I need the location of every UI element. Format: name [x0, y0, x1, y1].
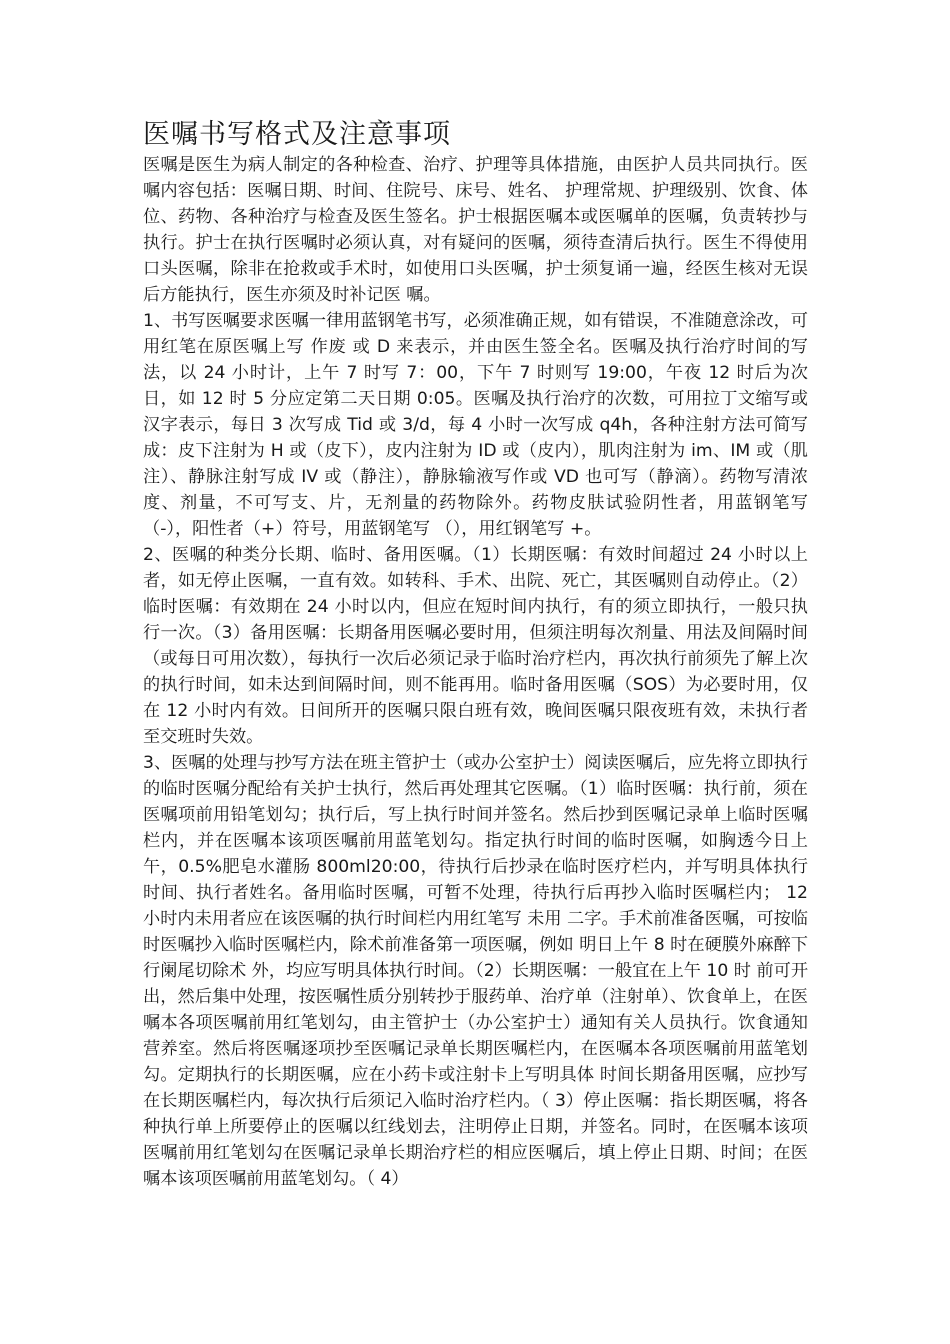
section-1-paragraph: 1、书写医嘱要求医嘱一律用蓝钢笔书写，必须准确正规，如有错误，不准随意涂改，可用红笔在原医嘱上写 作废 或 D 来表示，并由医生签全名。医嘱及执行治疗时间的写法，以 24 小时计，上午 7 时写 7：00，下午 7 时则写 19:00，午夜 12 时后为次日，如 12 时 5 分应定第二天日期 0:05。医嘱及执行治疗的次数，可用拉丁文缩写或汉字表示，每日 3 次写成 Tid 或 3/d，每 4 小时一次写成 q4h，各种注射方法可简写成：皮下注射为 H 或（皮下），皮内注射为 ID 或（皮内），肌肉注射为 im、IM 或（肌注）、静脉注射写成 IV 或（静注），静脉输液写作或 VD 也可写（静滴）。药物写清浓度、剂量，不可写支、片，无剂量的药物除外。药物皮肤试验阴性者，用蓝钢笔写（-），阳性者（+）符号，用蓝钢笔写 （），用红钢笔写 +。 [143, 311, 808, 539]
section-3-paragraph: 3、医嘱的处理与抄写方法在班主管护士（或办公室护士）阅读医嘱后，应先将立即执行的临时医嘱分配给有关护士执行，然后再处理其它医嘱。（1）临时医嘱：执行前，须在医嘱项前用铅笔划勾；执行后，写上执行时间并签名。然后抄到医嘱记录单上临时医嘱栏内，并在医嘱本该项医嘱前用蓝笔划勾。指定执行时间的临时医嘱，如胸透今日上午，0.5%肥皂水灌肠 800ml20:00，待执行后抄录在临时医疗栏内，并写明具体执行时间、执行者姓名。备用临时医嘱，可暂不处理，待执行后再抄入临时医嘱栏内； 12 小时内未用者应在该医嘱的执行时间栏内用红笔写 未用 二字。手术前准备医嘱，可按临时医嘱抄入临时医嘱栏内，除术前准备第一项医嘱，例如 明日上午 8 时在硬膜外麻醉下行阑尾切除术 外，均应写明具体执行时间。（2）长期医嘱：一般宜在上午 10 时 前可开出，然后集中处理，按医嘱性质分别转抄于服药单、治疗单（注射单）、饮食单上，在医嘱本各项医嘱前用红笔划勾，由主管护士（办公室护士）通知有关人员执行。饮食通知营养室。然后将医嘱逐项抄至医嘱记录单长期医嘱栏内，在医嘱本各项医嘱前用蓝笔划勾。定期执行的长期医嘱，应在小药卡或注射卡上写明具体 时间长期备用医嘱，应抄写在长期医嘱栏内，每次执行后须记入临时治疗栏内。（ 3）停止医嘱：指长期医嘱，将各种执行单上所要停止的医嘱以红线划去，注明停止日期，并签名。同时，在医嘱本该项医嘱前用红笔划勾在医嘱记录单长期治疗栏的相应医嘱后，填上停止日期、时间；在医嘱本该项医嘱前用蓝笔划勾。（ 4） [143, 753, 809, 1189]
section-2-paragraph: 2、医嘱的种类分长期、临时、备用医嘱。（1）长期医嘱：有效时间超过 24 小时以上者，如无停止医嘱，一直有效。如转科、手术、出院、死亡，其医嘱则自动停止。（2）临时医嘱：有效期在 24 小时以内，但应在短时间内执行，有的须立即执行，一般只执行一次。（3）备用医嘱：长期备用医嘱必要时用，但须注明每次剂量、用法及间隔时间（或每日可用次数），每执行一次后必须记录于临时治疗栏内，再次执行前须先了解上次的执行时间，如未达到间隔时间，则不能再用。临时备用医嘱（SOS）为必要时用，仅在 12 小时内有效。日间所开的医嘱只限白班有效，晚间医嘱只限夜班有效，未执行者至交班时失效。 [143, 545, 808, 747]
document-body [143, 152, 808, 1192]
intro-paragraph: 医嘱是医生为病人制定的各种检查、治疗、护理等具体措施，由医护人员共同执行。医嘱内容包括：医嘱日期、时间、住院号、床号、姓名、 护理常规、护理级别、饮食、体位、药物、各种治疗与检查及医生签名。护士根据医嘱本或医嘱单的医嘱，负责转抄与执行。护士在执行医嘱时必须认真，对有疑问的医嘱，须待查清后执行。医生不得使用口头医嘱，除非在抢救或手术时，如使用口头医嘱，护士须复诵一遍，经医生核对无误后方能执行，医生亦须及时补记医 嘱。 [143, 155, 808, 305]
document-title: 医嘱书写格式及注意事项 [143, 119, 451, 150]
